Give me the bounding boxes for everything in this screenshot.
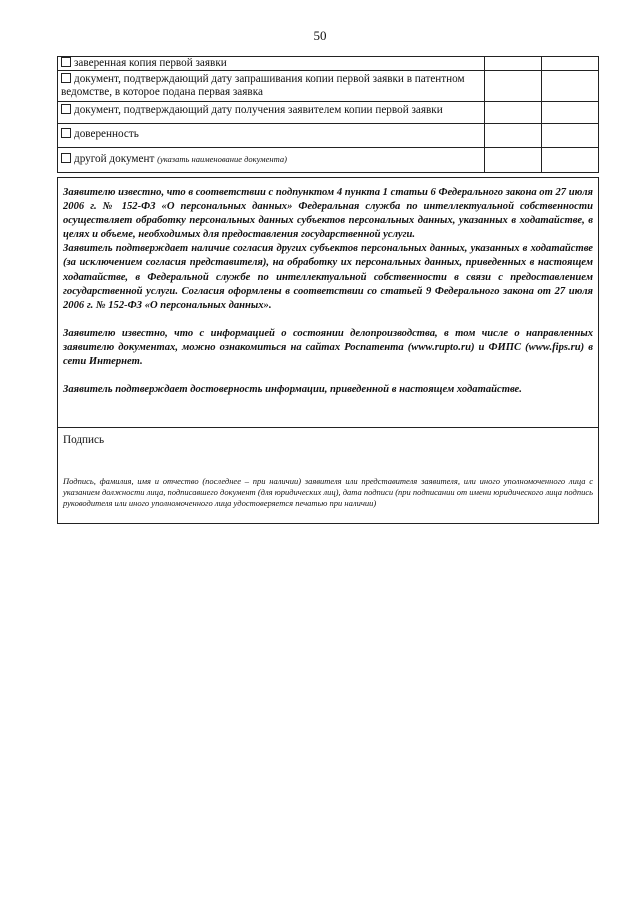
pages-cell bbox=[485, 71, 542, 102]
page-number: 50 bbox=[313, 28, 327, 43]
consent-paragraph: Заявителю известно, что с информацией о состоянии делопроизводства, в том числе о направленных заявителю документах, можно ознакомиться на сайтах Роспатента (www.rupto.ru) и ФИПС (www.fips.ru) в сети Интернет. bbox=[63, 327, 593, 368]
document-checkbox[interactable] bbox=[61, 104, 71, 114]
consent-paragraph: Заявитель подтверждает достоверность информации, приведенной в настоящем ходатайстве. bbox=[63, 384, 522, 396]
pages-cell bbox=[485, 148, 542, 173]
document-checkbox[interactable] bbox=[61, 128, 71, 138]
document-checkbox[interactable] bbox=[61, 153, 71, 163]
document-label: документ, подтверждающий дату запрашивания копии первой заявки в патентном ведомстве, в которое подана первая заявка bbox=[61, 73, 465, 98]
document-checkbox[interactable] bbox=[61, 73, 71, 83]
copies-cell bbox=[542, 57, 599, 71]
pages-cell bbox=[485, 124, 542, 148]
documents-table bbox=[57, 56, 599, 173]
document-label: другой документ bbox=[74, 153, 155, 165]
document-row bbox=[58, 57, 599, 71]
document-label: документ, подтверждающий дату получения заявителем копии первой заявки bbox=[74, 104, 443, 116]
consent-paragraph: Заявителю известно, что в соответствии с подпунктом 4 пункта 1 статьи 6 Федерального закона от 27 июля 2006 г. № 152-ФЗ «О персональных данных» Федеральная служба по интеллектуальной собственности осуществляет обработку персональных данных субъектов персональных данных, указанных в ходатайстве, в целях и объеме, необходимых для предоставления государственной услуги. bbox=[63, 187, 593, 241]
copies-cell bbox=[542, 124, 599, 148]
document-cell bbox=[58, 124, 485, 148]
document-row bbox=[58, 71, 599, 102]
document-label: доверенность bbox=[74, 128, 139, 140]
signature-instructions: Подпись, фамилия, имя и отчество (последнее – при наличии) заявителя или представителя заявителя, или иного уполномоченного лица с указанием должности лица, подписавшего документ (для юридических лиц), дата подписи (при подписании от имени юридического лица подпись руководителя или иного уполномоченного лица удостоверяется печатью при наличии) bbox=[63, 476, 593, 508]
signature-section bbox=[57, 427, 599, 524]
document-row bbox=[58, 124, 599, 148]
copies-cell bbox=[542, 71, 599, 102]
document-cell bbox=[58, 71, 485, 102]
document-cell bbox=[58, 148, 485, 173]
pages-cell bbox=[485, 102, 542, 124]
document-cell bbox=[58, 57, 485, 71]
document-row bbox=[58, 102, 599, 124]
personal-data-consent bbox=[57, 177, 599, 428]
document-cell bbox=[58, 102, 485, 124]
copies-cell bbox=[542, 102, 599, 124]
consent-paragraph: Заявитель подтверждает наличие согласия других субъектов персональных данных, указанных в ходатайстве (за исключением согласия представителя), на обработку их персональных данных, приведенных в настоящем ходатайстве, в Федеральной службе по интеллектуальной собственности в связи с предоставлением государственной услуги. Согласия оформлены в соответствии со статьей 9 Федерального закона от 27 июля 2006 г. № 152-ФЗ «О персональных данных». bbox=[63, 243, 593, 311]
document-note: (указать наименование документа) bbox=[157, 154, 287, 164]
document-label: заверенная копия первой заявки bbox=[74, 57, 227, 69]
pages-cell bbox=[485, 57, 542, 71]
document-checkbox[interactable] bbox=[61, 57, 71, 67]
signature-label: Подпись bbox=[63, 434, 105, 446]
copies-cell bbox=[542, 148, 599, 173]
document-row bbox=[58, 148, 599, 173]
